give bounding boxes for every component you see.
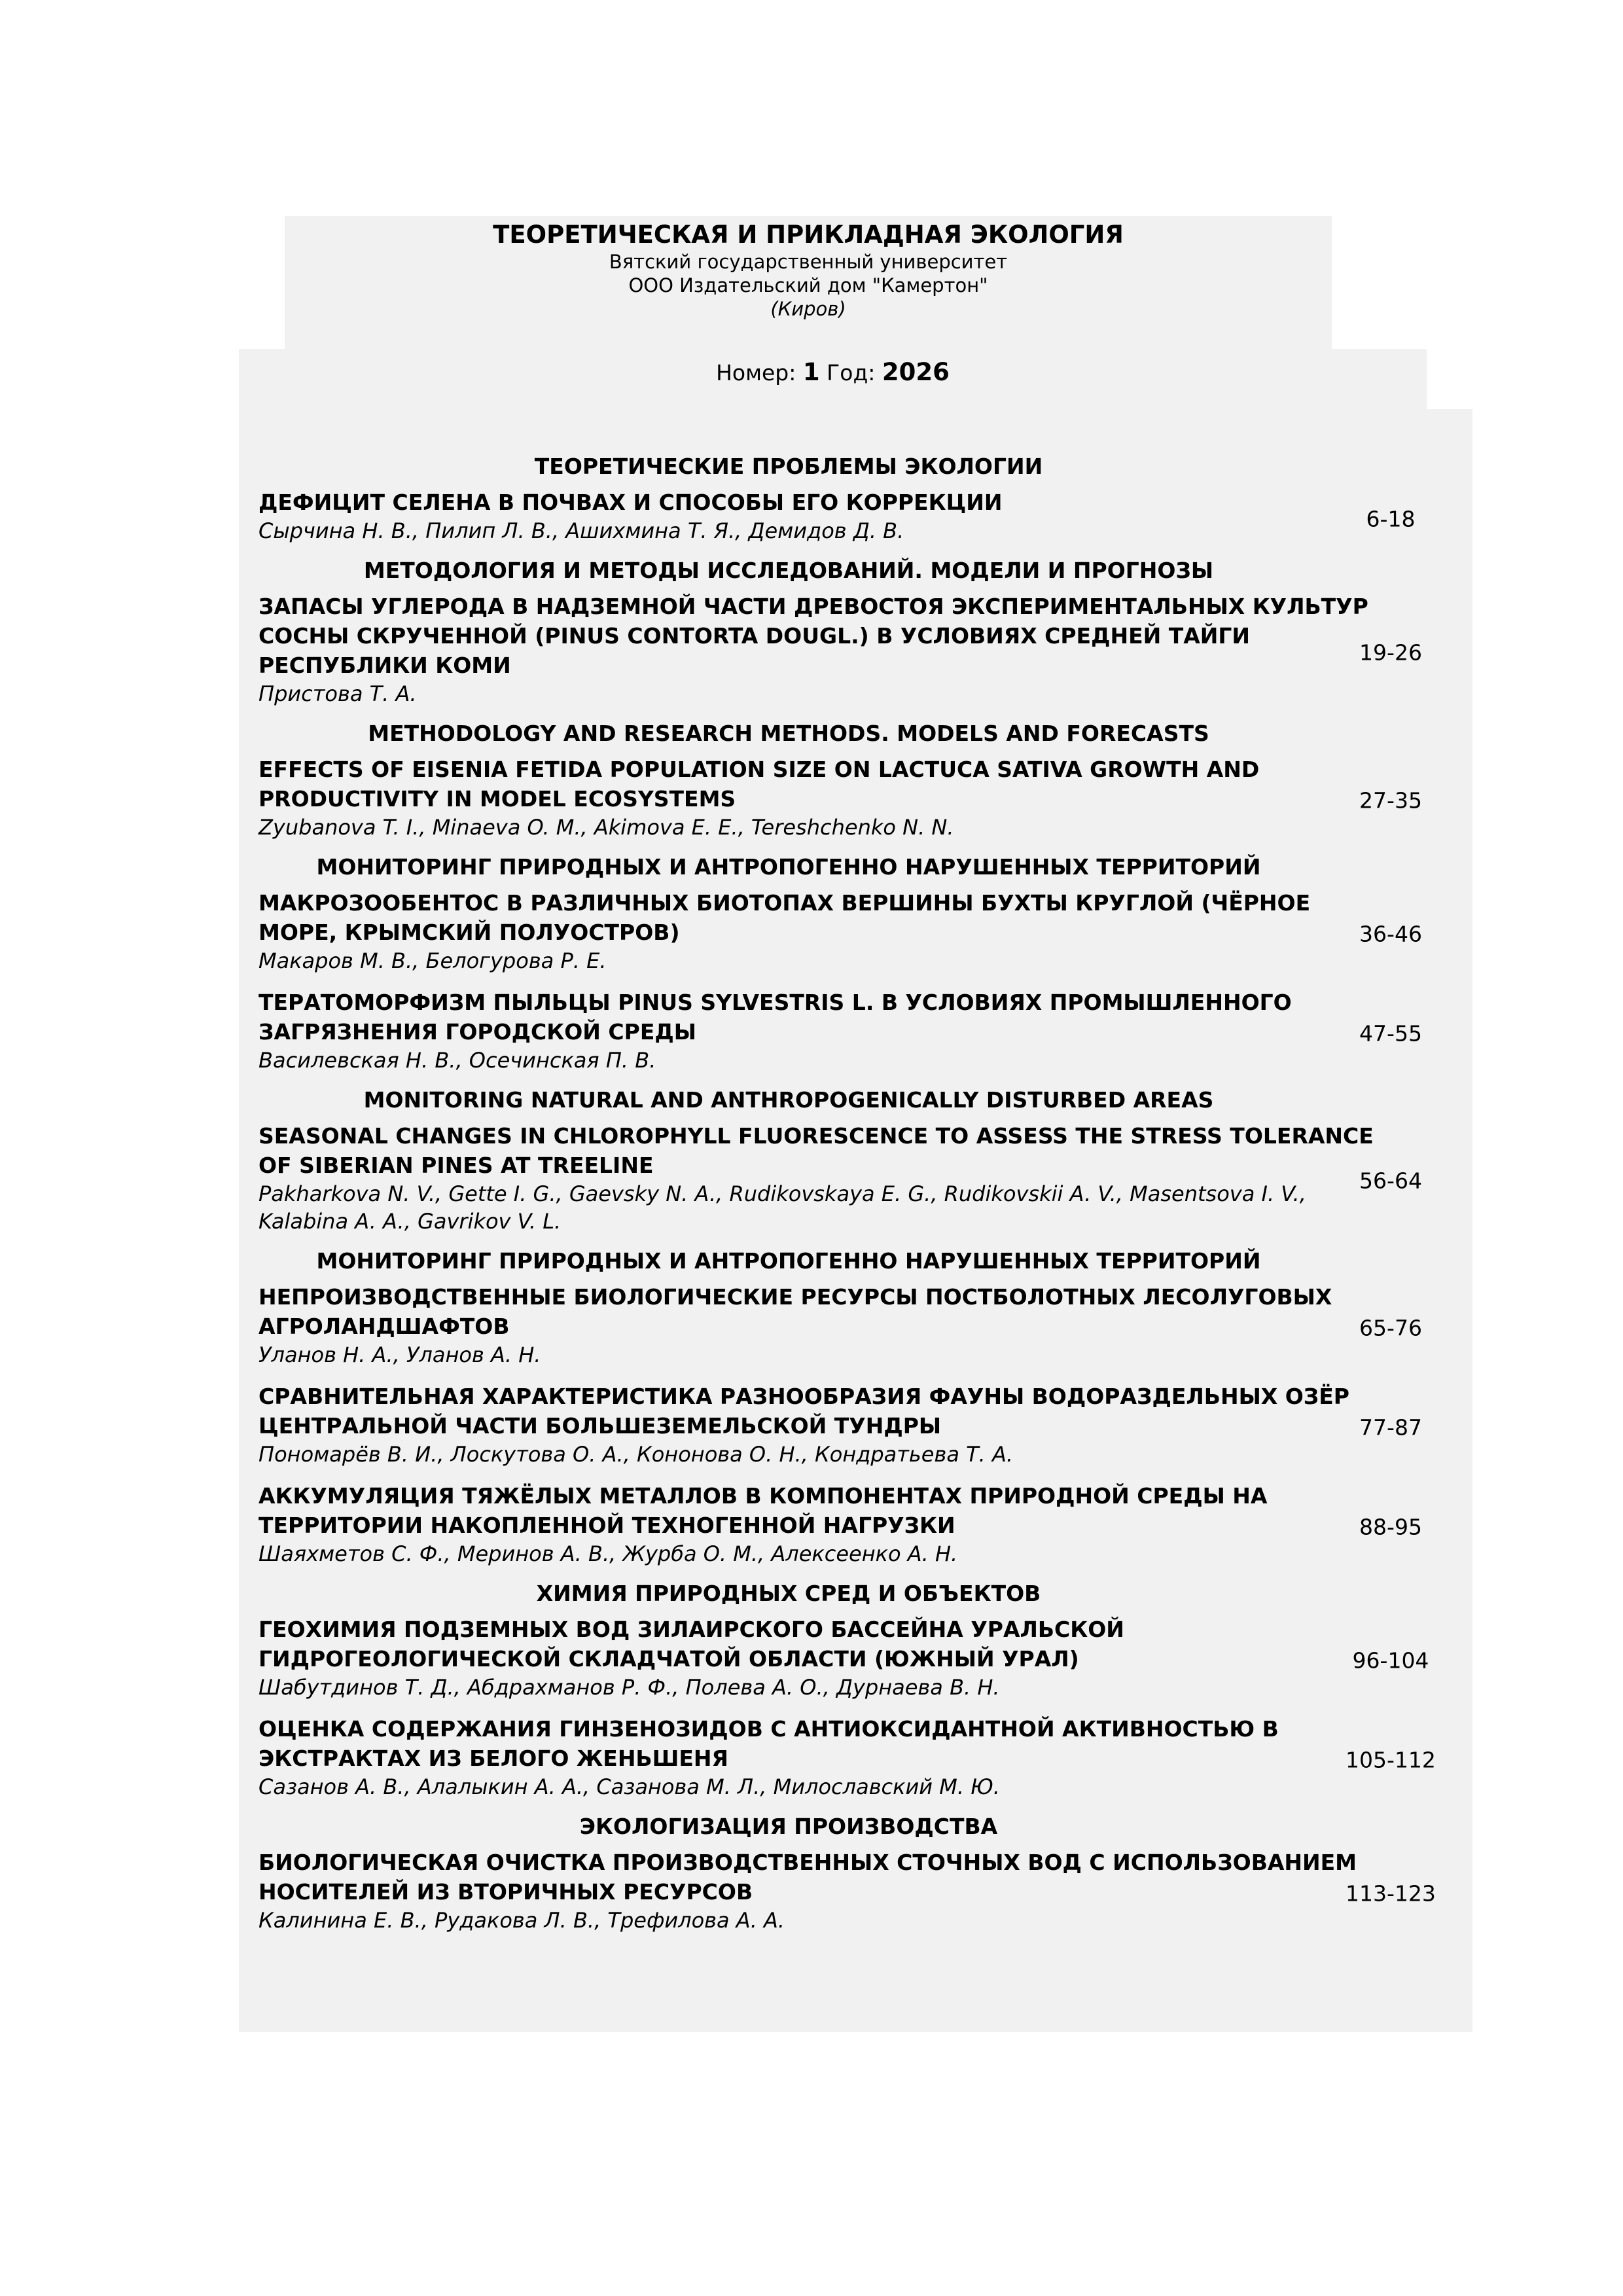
article-title[interactable]: НЕПРОИЗВОДСТВЕННЫЕ БИОЛОГИЧЕСКИЕ РЕСУРСЫ ПОСТБОЛОТНЫХ ЛЕСОЛУГОВЫХ АГРОЛАНДШАФТОВ	[259, 1284, 1332, 1339]
publisher-house: ООО Издательский дом "Камертон"	[628, 274, 988, 296]
journal-header	[285, 216, 1332, 353]
year-label: Год:	[827, 360, 876, 386]
article-pages: 65-76	[1359, 1315, 1422, 1341]
article-title[interactable]: EFFECTS OF EISENIA FETIDA POPULATION SIZE ON LACTUCA SATIVA GROWTH AND PRODUCTIVITY IN MODEL ECOSYSTEMS	[259, 757, 1260, 812]
toc-entry	[239, 1477, 1472, 1577]
article-pages: 96-104	[1352, 1647, 1429, 1674]
article-pages: 27-35	[1359, 787, 1422, 814]
article-authors: Сазанов А. В., Алалыкин А. А., Сазанова М. Л., Милославский М. Ю.	[259, 1774, 1000, 1799]
section-heading: МОНИТОРИНГ ПРИРОДНЫХ И АНТРОПОГЕННО НАРУШЕННЫХ ТЕРРИТОРИЙ	[316, 1248, 1261, 1274]
toc-entry	[239, 1278, 1472, 1378]
issue-info	[239, 349, 1427, 409]
article-title[interactable]: БИОЛОГИЧЕСКАЯ ОЧИСТКА ПРОИЗВОДСТВЕННЫХ СТОЧНЫХ ВОД С ИСПОЛЬЗОВАНИЕМ НОСИТЕЛЕЙ ИЗ ВТОРИЧНЫХ РЕСУРСОВ	[259, 1850, 1357, 1905]
toc-entry	[239, 751, 1472, 850]
table-of-contents	[239, 409, 1472, 2032]
article-title[interactable]: СРАВНИТЕЛЬНАЯ ХАРАКТЕРИСТИКА РАЗНООБРАЗИЯ ФАУНЫ ВОДОРАЗДЕЛЬНЫХ ОЗЁР ЦЕНТРАЛЬНОЙ ЧАСТИ БОЛЬШЕЗЕМЕЛЬСКОЙ ТУНДРЫ	[259, 1384, 1349, 1439]
article-pages: 19-26	[1359, 639, 1422, 665]
toc-entry	[239, 1844, 1472, 1943]
publisher-city: (Киров)	[770, 298, 846, 320]
toc-entry	[239, 1611, 1472, 1710]
article-pages: 88-95	[1359, 1514, 1422, 1540]
publisher-university: Вятский государственный университет	[609, 251, 1008, 273]
toc-entry	[239, 588, 1472, 717]
section-heading: MONITORING NATURAL AND ANTHROPOGENICALLY DISTURBED AREAS	[363, 1087, 1214, 1113]
article-pages: 47-55	[1359, 1020, 1422, 1047]
issue-year: 2026	[882, 358, 950, 386]
toc-entry	[239, 884, 1472, 984]
journal-title: ТЕОРЕТИЧЕСКАЯ И ПРИКЛАДНАЯ ЭКОЛОГИЯ	[493, 221, 1124, 249]
issue-label: Номер:	[716, 360, 796, 386]
article-title[interactable]: АККУМУЛЯЦИЯ ТЯЖЁЛЫХ МЕТАЛЛОВ В КОМПОНЕНТАХ ПРИРОДНОЙ СРЕДЫ НА ТЕРРИТОРИИ НАКОПЛЕННОЙ ТЕХНОГЕННОЙ НАГРУЗКИ	[259, 1483, 1268, 1538]
article-authors: Пономарёв В. И., Лоскутова О. А., Кононова О. Н., Кондратьева Т. А.	[259, 1442, 1014, 1467]
article-title[interactable]: SEASONAL CHANGES IN CHLOROPHYLL FLUORESCENCE TO ASSESS THE STRESS TOLERANCE OF SIBERIAN PINES AT TREELINE	[259, 1123, 1374, 1178]
toc-entry	[239, 1378, 1472, 1477]
section-heading: МОНИТОРИНГ ПРИРОДНЫХ И АНТРОПОГЕННО НАРУШЕННЫХ ТЕРРИТОРИЙ	[316, 854, 1261, 880]
toc-entry	[239, 1117, 1472, 1244]
toc-list	[239, 409, 1472, 1943]
article-title[interactable]: ГЕОХИМИЯ ПОДЗЕМНЫХ ВОД ЗИЛАИРСКОГО БАССЕЙНА УРАЛЬСКОЙ ГИДРОГЕОЛОГИЧЕСКОЙ СКЛАДЧАТОЙ ОБЛАСТИ (ЮЖНЫЙ УРАЛ)	[259, 1617, 1124, 1672]
article-pages: 113-123	[1346, 1880, 1436, 1907]
section-heading: ТЕОРЕТИЧЕСКИЕ ПРОБЛЕМЫ ЭКОЛОГИИ	[534, 454, 1043, 479]
section-heading: ЭКОЛОГИЗАЦИЯ ПРОИЗВОДСТВА	[579, 1814, 998, 1839]
article-authors: Василевская Н. В., Осечинская П. В.	[259, 1048, 656, 1073]
article-authors: Пристова Т. А.	[259, 681, 417, 706]
section-heading: МЕТОДОЛОГИЯ И МЕТОДЫ ИССЛЕДОВАНИЙ. МОДЕЛИ И ПРОГНОЗЫ	[363, 558, 1214, 583]
article-title[interactable]: ЗАПАСЫ УГЛЕРОДА В НАДЗЕМНОЙ ЧАСТИ ДРЕВОСТОЯ ЭКСПЕРИМЕНТАЛЬНЫХ КУЛЬТУР СОСНЫ СКРУЧЕННОЙ (PINUS CONTORTA DOUGL.) В УСЛОВИЯХ СРЕДНЕЙ ТАЙГИ РЕСПУБЛИКИ КОМИ	[259, 594, 1368, 678]
section-heading: ХИМИЯ ПРИРОДНЫХ СРЕД И ОБЪЕКТОВ	[536, 1581, 1041, 1606]
article-authors: Сырчина Н. В., Пилип Л. В., Ашихмина Т. Я., Демидов Д. В.	[259, 518, 904, 543]
article-title[interactable]: ОЦЕНКА СОДЕРЖАНИЯ ГИНЗЕНОЗИДОВ С АНТИОКСИДАНТНОЙ АКТИВНОСТЬЮ В ЭКСТРАКТАХ ИЗ БЕЛОГО ЖЕНЬШЕНЯ	[259, 1716, 1279, 1771]
article-authors: Pakharkova N. V., Gette I. G., Gaevsky N. A., Rudikovskaya E. G., Rudikovskii A. V., Masentsova I. V., Kalabina A. A., Gavrikov V. L.	[259, 1181, 1306, 1234]
article-title[interactable]: ДЕФИЦИТ СЕЛЕНА В ПОЧВАХ И СПОСОБЫ ЕГО КОРРЕКЦИИ	[259, 490, 1003, 515]
article-title[interactable]: ТЕРАТОМОРФИЗМ ПЫЛЬЦЫ PINUS SYLVESTRIS L. В УСЛОВИЯХ ПРОМЫШЛЕННОГО ЗАГРЯЗНЕНИЯ ГОРОДСКОЙ СРЕДЫ	[259, 990, 1292, 1045]
article-title[interactable]: МАКРОЗООБЕНТОС В РАЗЛИЧНЫХ БИОТОПАХ ВЕРШИНЫ БУХТЫ КРУГЛОЙ (ЧЁРНОЕ МОРЕ, КРЫМСКИЙ ПОЛУОСТРОВ)	[259, 890, 1311, 945]
article-pages: 6-18	[1366, 506, 1416, 531]
article-pages: 77-87	[1359, 1414, 1422, 1441]
toc-entry	[239, 484, 1472, 554]
article-authors: Калинина Е. В., Рудакова Л. В., Трефилова А. А.	[259, 1908, 785, 1933]
article-authors: Шабутдинов Т. Д., Абдрахманов Р. Ф., Полева А. О., Дурнаева В. Н.	[259, 1675, 1000, 1700]
toc-entry	[239, 984, 1472, 1083]
article-authors: Шаяхметов С. Ф., Меринов А. В., Журба О. М., Алексеенко А. Н.	[259, 1541, 958, 1566]
issue-number: 1	[802, 358, 820, 386]
article-pages: 56-64	[1359, 1168, 1422, 1194]
article-authors: Макаров М. В., Белогурова Р. Е.	[259, 948, 607, 973]
article-pages: 36-46	[1359, 921, 1422, 947]
article-authors: Zyubanova T. I., Minaeva O. M., Akimova E. E., Tereshchenko N. N.	[259, 815, 954, 840]
section-heading: METHODOLOGY AND RESEARCH METHODS. MODELS AND FORECASTS	[368, 721, 1209, 746]
article-pages: 105-112	[1346, 1747, 1436, 1773]
article-authors: Уланов Н. А., Уланов А. Н.	[259, 1342, 541, 1367]
toc-entry	[239, 1710, 1472, 1810]
